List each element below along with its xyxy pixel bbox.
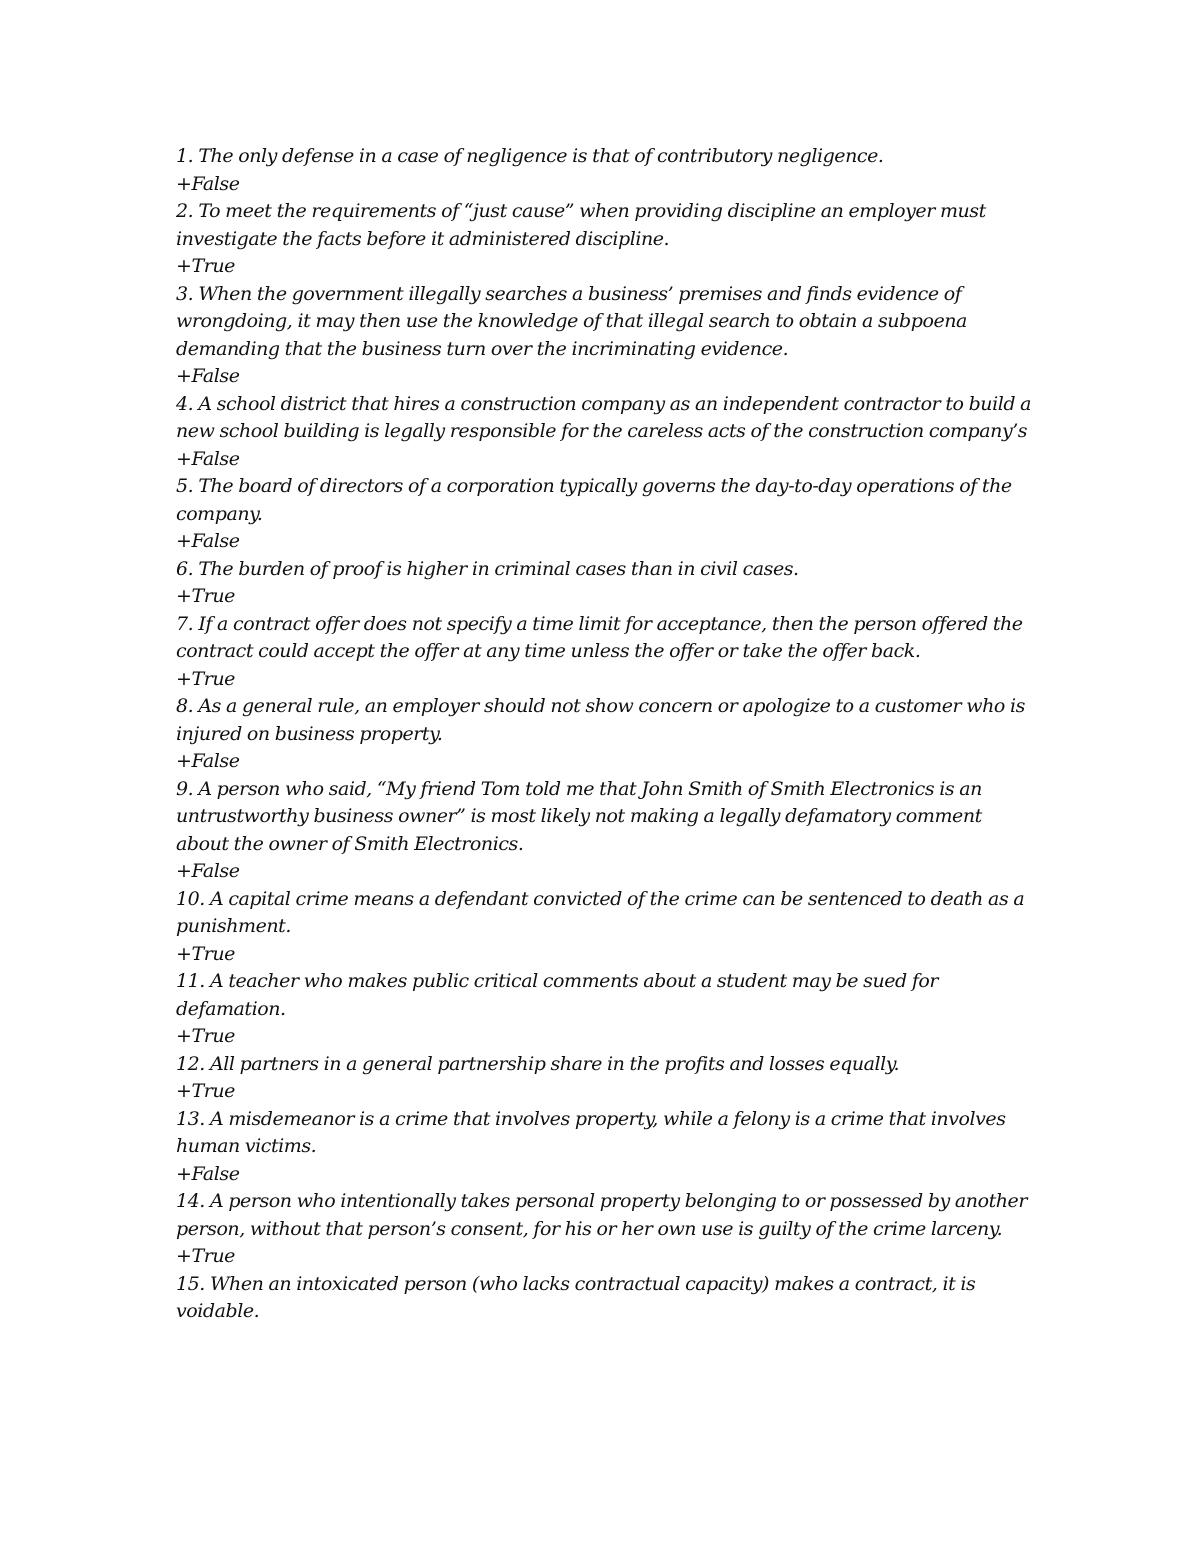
answer-text: +False xyxy=(176,750,240,772)
question-text: 15. When an intoxicated person (who lacks contractual capacity) makes a contract, it is voidable. xyxy=(176,1272,976,1322)
question-item-2 xyxy=(176,198,1036,281)
question-text: 10. A capital crime means a defendant convicted of the crime can be sentenced to death as a punishment. xyxy=(176,887,1025,937)
question-item-12 xyxy=(176,1051,1036,1106)
question-text: 5. The board of directors of a corporation typically governs the day-to-day operations of the company. xyxy=(176,475,1012,525)
answer-text: +False xyxy=(176,1162,240,1185)
answer-text: +True xyxy=(176,1245,235,1267)
question-list xyxy=(176,143,1036,1326)
question-text: 12. All partners in a general partnership share in the profits and losses equally. xyxy=(176,1052,900,1075)
question-item-8 xyxy=(176,693,1036,776)
question-item-3 xyxy=(176,281,1036,391)
question-text: 7. If a contract offer does not specify a time limit for acceptance, then the person offered the contract could accept the offer at any time unless the offer or take the offer back. xyxy=(176,612,1023,662)
question-text: 11. A teacher who makes public critical comments about a student may be sued for defamation. xyxy=(176,970,939,1020)
question-item-15 xyxy=(176,1271,1036,1326)
question-item-14 xyxy=(176,1188,1036,1271)
question-text: 14. A person who intentionally takes personal property belonging to or possessed by another person, without that person’s consent, for his or her own use is guilty of the crime larceny. xyxy=(176,1190,1027,1240)
answer-text: +False xyxy=(176,365,240,387)
question-item-1 xyxy=(176,143,1036,198)
answer-text: +True xyxy=(176,255,235,277)
question-text: 3. When the government illegally searches a business’ premises and finds evidence of wrongdoing, it may then use the knowledge of that illegal search to obtain a subpoena demanding that the business turn over the incriminating evidence. xyxy=(176,282,967,360)
question-text: 13. A misdemeanor is a crime that involves property, while a felony is a crime that involves human victims. xyxy=(176,1107,1006,1157)
question-text: 2. To meet the requirements of “just cause” when providing discipline an employer must investigate the facts before it administered discipline. xyxy=(176,200,986,250)
question-item-13 xyxy=(176,1106,1036,1189)
answer-text: +False xyxy=(176,172,240,195)
question-item-11 xyxy=(176,968,1036,1051)
question-text: 9. A person who said, “My friend Tom told me that John Smith of Smith Electronics is an untrustworthy business owner” is most likely not making a legally defamatory comment about the owner of Smith Electronics. xyxy=(176,777,982,855)
answer-text: +False xyxy=(176,860,240,882)
question-item-9 xyxy=(176,776,1036,886)
question-item-7 xyxy=(176,611,1036,694)
answer-text: +False xyxy=(176,447,240,470)
question-text: 4. A school district that hires a construction company as an independent contractor to build a new school building is legally responsible for the careless acts of the construction company’s xyxy=(176,392,1032,442)
question-text: 1. The only defense in a case of negligence is that of contributory negligence. xyxy=(176,145,884,167)
question-text: 6. The burden of proof is higher in criminal cases than in civil cases. xyxy=(176,557,799,580)
answer-text: +True xyxy=(176,1080,235,1102)
question-item-10 xyxy=(176,886,1036,969)
question-item-4 xyxy=(176,391,1036,474)
question-item-5 xyxy=(176,473,1036,556)
question-item-6 xyxy=(176,556,1036,611)
answer-text: +True xyxy=(176,1025,235,1047)
answer-text: +True xyxy=(176,667,235,690)
answer-text: +True xyxy=(176,942,235,965)
answer-text: +True xyxy=(176,585,235,607)
answer-text: +False xyxy=(176,530,240,552)
question-text: 8. As a general rule, an employer should not show concern or apologize to a customer who is injured on business property. xyxy=(176,695,1025,745)
